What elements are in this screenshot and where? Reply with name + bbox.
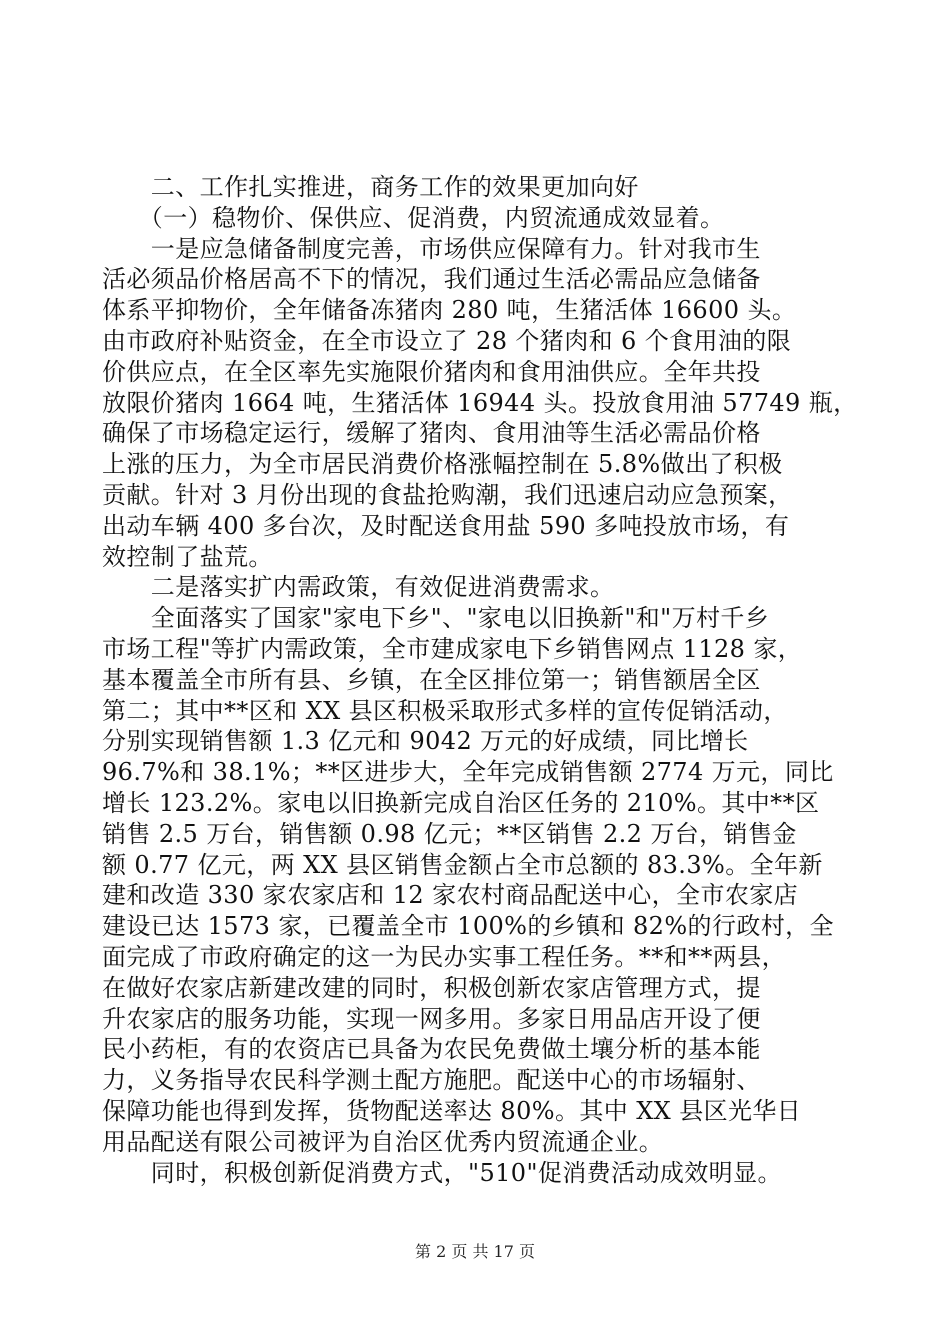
page-number-footer: 第 2 页 共 17 页 xyxy=(415,1242,535,1261)
paragraph-line: 力，义务指导农民科学测土配方施肥。配送中心的市场辐射、 xyxy=(102,1066,761,1095)
paragraph-line: 基本覆盖全市所有县、乡镇，在全区排位第一；销售额居全区 xyxy=(102,665,761,694)
document-body xyxy=(102,172,858,1188)
paragraph-line: 出动车辆 400 多台次，及时配送食用盐 590 多吨投放市场，有 xyxy=(102,511,790,540)
paragraph-line: 效控制了盐荒。 xyxy=(102,542,273,571)
paragraph-line: 市场工程"等扩内需政策，全市建成家电下乡销售网点 1128 家， xyxy=(102,634,803,663)
paragraph-line: 建设已达 1573 家，已覆盖全市 100%的乡镇和 82%的行政村，全 xyxy=(102,912,834,941)
paragraph-line: 在做好农家店新建改建的同时，积极创新农家店管理方式，提 xyxy=(102,973,761,1002)
paragraph-line: 增长 123.2%。家电以旧换新完成自治区任务的 210%。其中**区 xyxy=(102,788,820,817)
paragraph-line: 同时，积极创新促消费方式，"510"促消费活动成效明显。 xyxy=(102,1158,782,1187)
paragraph-line: 96.7%和 38.1%；**区进步大，全年完成销售额 2774 万元，同比 xyxy=(102,758,834,787)
paragraph-line: 体系平抑物价，全年储备冻猪肉 280 吨，生猪活体 16600 头。 xyxy=(102,296,797,325)
paragraph-line: 分别实现销售额 1.3 亿元和 9042 万元的好成绩，同比增长 xyxy=(102,727,749,756)
paragraph-line: 第二；其中**区和 XX 县区积极采取形式多样的宣传促销活动， xyxy=(102,696,788,725)
paragraph-line: 用品配送有限公司被评为自治区优秀内贸流通企业。 xyxy=(102,1127,664,1156)
paragraph-line: 由市政府补贴资金，在全市设立了 28 个猪肉和 6 个食用油的限 xyxy=(102,326,792,355)
paragraph-line: 一是应急储备制度完善，市场供应保障有力。针对我市生 xyxy=(102,234,761,263)
paragraph-line: 面完成了市政府确定的这一为民办实事工程任务。**和**两县， xyxy=(102,942,786,971)
paragraph-line: 保障功能也得到发挥，货物配送率达 80%。其中 XX 县区光华日 xyxy=(102,1096,802,1125)
paragraph-line: 上涨的压力，为全市居民消费价格涨幅控制在 5.8%做出了积极 xyxy=(102,450,783,479)
paragraph-line: 全面落实了国家"家电下乡"、"家电以旧换新"和"万村千乡 xyxy=(102,604,770,633)
section-heading: 二、工作扎实推进，商务工作的效果更加向好 xyxy=(102,173,639,201)
paragraph-line: 升农家店的服务功能，实现一网多用。多家日用品店开设了便 xyxy=(102,1004,761,1033)
paragraph-line: 民小药柜，有的农资店已具备为农民免费做土壤分析的基本能 xyxy=(102,1035,761,1064)
paragraph-line: 建和改造 330 家农家店和 12 家农村商品配送中心，全市农家店 xyxy=(102,881,799,910)
paragraph-line: 贡献。针对 3 月份出现的食盐抢购潮，我们迅速启动应急预案， xyxy=(102,480,793,509)
paragraph-line: 放限价猪肉 1664 吨，生猪活体 16944 头。投放食用油 57749 瓶， xyxy=(102,388,858,417)
paragraph-line: 销售 2.5 万台，销售额 0.98 亿元；**区销售 2.2 万台，销售金 xyxy=(102,819,797,848)
paragraph-line: 额 0.77 亿元，两 XX 县区销售金额占全市总额的 83.3%。全年新 xyxy=(102,850,823,879)
paragraph-line: 价供应点，在全区率先实施限价猪肉和食用油供应。全年共投 xyxy=(102,357,761,386)
paragraph-line: 二是落实扩内需政策，有效促进消费需求。 xyxy=(102,573,615,602)
paragraph-line: 确保了市场稳定运行，缓解了猪肉、食用油等生活必需品价格 xyxy=(102,419,761,448)
subsection-heading: （一）稳物价、保供应、促消费，内贸流通成效显着。 xyxy=(102,203,725,232)
paragraph-line: 活必须品价格居高不下的情况，我们通过生活必需品应急储备 xyxy=(102,265,761,294)
